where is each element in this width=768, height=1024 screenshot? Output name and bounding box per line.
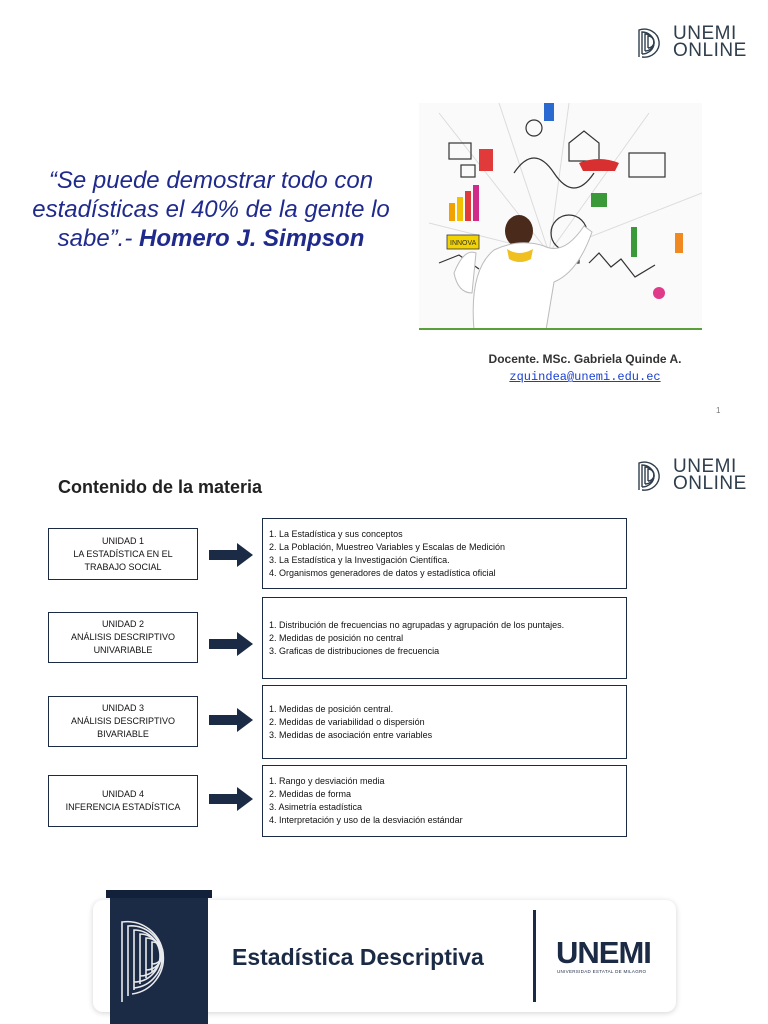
unit-2-topic-line-2: UNIVARIABLE — [93, 645, 153, 655]
unemi-online-logo — [634, 457, 747, 493]
unemi-online-logo — [634, 24, 747, 60]
list-item: 3. Graficas de distribuciones de frecuencia — [269, 645, 440, 656]
list-item: 3. Medidas de asociación entre variables — [269, 729, 433, 740]
unit-1-box — [48, 528, 198, 580]
brand-tab — [110, 890, 208, 1024]
list-item: 2. Medidas de posición no central — [269, 632, 404, 643]
divider — [533, 910, 536, 1002]
unit-2-topic-list — [269, 619, 620, 658]
arrow-right-icon — [209, 787, 253, 811]
unemi-swirl-icon — [634, 24, 670, 60]
list-item: 3. La Estadística y la Investigación Científica. — [269, 554, 450, 565]
unemi-logo-subtitle: UNIVERSIDAD ESTATAL DE MILAGRO — [557, 969, 647, 974]
content-title: Contenido de la materia — [58, 477, 263, 497]
list-item: 4. Interpretación y uso de la desviación estándar — [269, 815, 463, 825]
teacher-name: Docente. MSc. Gabriela Quinde A. — [488, 352, 682, 366]
innova-label: INNOVA — [450, 240, 477, 247]
arrow-right-icon — [209, 543, 253, 567]
unit-1-topic-line-1: LA ESTADÍSTICA EN EL — [73, 548, 173, 559]
list-item: 3. Asimetría estadística — [269, 802, 363, 812]
quote — [30, 166, 392, 253]
unit-2-box — [48, 612, 198, 663]
unit-3-topic-line-2: BIVARIABLE — [97, 729, 149, 739]
unemi-swirl-icon — [110, 890, 208, 1024]
logo-wordmark — [673, 458, 747, 492]
list-item: 2. Medidas de forma — [269, 789, 352, 799]
unit-4-name: UNIDAD 4 — [101, 789, 144, 799]
teacher-email-link[interactable]: zquindea@unemi.edu.ec — [509, 370, 661, 384]
logo-line-2: ONLINE — [673, 473, 747, 494]
list-item: 1. Rango y desviación media — [269, 776, 385, 786]
unit-3-name: UNIDAD 3 — [101, 703, 144, 713]
logo-line-2: ONLINE — [673, 40, 747, 61]
unit-1-topic-line-2: TRABAJO SOCIAL — [84, 561, 162, 572]
unit-3-topic-list — [269, 703, 620, 742]
tab-top-edge — [106, 890, 212, 898]
course-title: Estadística Descriptiva — [232, 944, 484, 970]
logo-line-1: UNEMI — [673, 456, 737, 477]
unemi-swirl-icon — [634, 457, 670, 493]
page-number: 1 — [716, 406, 721, 415]
unit-2-topics-box — [262, 597, 627, 679]
list-item: 2. La Población, Muestreo Variables y Escalas de Medición — [269, 541, 505, 552]
logo-line-1: UNEMI — [673, 23, 737, 44]
list-item: 2. Medidas de variabilidad o dispersión — [269, 716, 425, 727]
unit-4-topic-list — [269, 775, 620, 827]
unit-4-topic-line-1: INFERENCIA ESTADÍSTICA — [65, 802, 181, 812]
unemi-logo-word: UNEMI — [556, 935, 651, 970]
arrow-right-icon — [209, 708, 253, 732]
quote-author: Homero J. Simpson — [139, 225, 365, 252]
unit-4-topics-box — [262, 765, 627, 837]
slide-1 — [0, 0, 768, 430]
list-item: 1. La Estadística y sus conceptos — [269, 528, 403, 539]
unit-4-box — [48, 775, 198, 827]
unit-3-topic-line-1: ANÁLISIS DESCRIPTIVO — [70, 716, 176, 726]
list-item: 4. Organismos generadores de datos y estadística oficial — [269, 567, 496, 578]
quote-text: “Se puede demostrar todo con estadísticas el 40% de la gente lo sabe”.- — [32, 167, 390, 252]
unit-2-topic-line-1: ANÁLISIS DESCRIPTIVO — [70, 632, 176, 642]
list-item: 1. Medidas de posición central. — [269, 703, 394, 714]
unit-1-name: UNIDAD 1 — [101, 535, 144, 546]
infographic-doodle-image — [419, 103, 702, 330]
slide-2 — [0, 445, 768, 865]
arrow-right-icon — [209, 632, 253, 656]
list-item: 1. Distribución de frecuencias no agrupadas y agrupación de los puntajes. — [269, 619, 565, 630]
unit-2-name: UNIDAD 2 — [101, 619, 144, 629]
slide-3-cover — [0, 868, 768, 1024]
unit-3-topics-box — [262, 685, 627, 759]
unit-1-topic-list — [269, 528, 620, 580]
logo-wordmark — [673, 25, 747, 59]
statistics-illustration — [419, 103, 702, 330]
unit-3-box — [48, 696, 198, 747]
unit-1-topics-box — [262, 518, 627, 589]
